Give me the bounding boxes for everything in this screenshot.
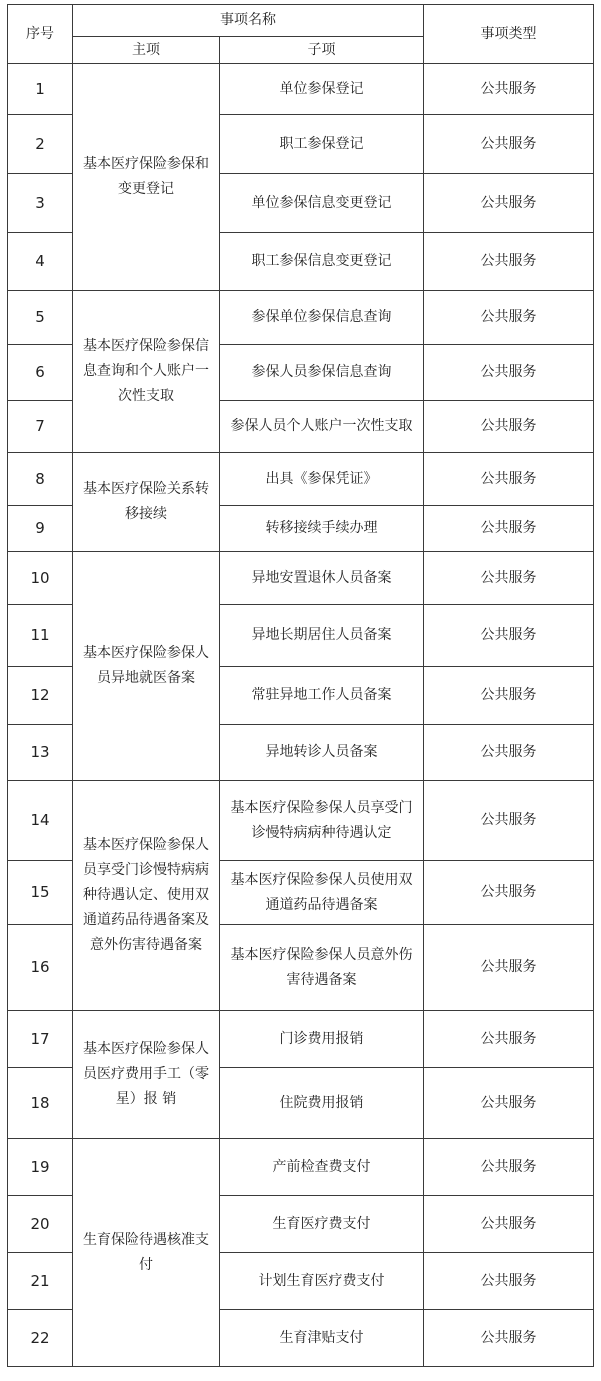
sub-item-cell: 职工参保信息变更登记 xyxy=(220,233,424,291)
row-number: 20 xyxy=(8,1196,73,1253)
item-type-cell: 公共服务 xyxy=(424,925,594,1011)
sub-item-cell: 参保人员参保信息查询 xyxy=(220,345,424,401)
sub-item-cell: 基本医疗保险参保人员意外伤害待遇备案 xyxy=(220,925,424,1011)
header-seq: 序号 xyxy=(8,5,73,64)
main-item-cell: 基本医疗保险关系转移接续 xyxy=(73,453,220,552)
row-number: 16 xyxy=(8,925,73,1011)
sub-item-cell: 基本医疗保险参保人员使用双通道药品待遇备案 xyxy=(220,861,424,925)
main-item-cell: 基本医疗保险参保和变更登记 xyxy=(73,64,220,291)
header-item-name: 事项名称 xyxy=(73,5,424,37)
sub-item-cell: 职工参保登记 xyxy=(220,115,424,174)
row-number: 11 xyxy=(8,605,73,667)
item-type-cell: 公共服务 xyxy=(424,605,594,667)
header-item-type: 事项类型 xyxy=(424,5,594,64)
item-type-cell: 公共服务 xyxy=(424,1310,594,1367)
row-number: 17 xyxy=(8,1011,73,1068)
table-row xyxy=(8,1011,594,1068)
sub-item-cell: 基本医疗保险参保人员享受门诊慢特病病种待遇认定 xyxy=(220,781,424,861)
item-type-cell: 公共服务 xyxy=(424,233,594,291)
item-type-cell: 公共服务 xyxy=(424,667,594,725)
main-item-cell: 生育保险待遇核准支付 xyxy=(73,1139,220,1367)
item-type-cell: 公共服务 xyxy=(424,725,594,781)
item-type-cell: 公共服务 xyxy=(424,115,594,174)
row-number: 10 xyxy=(8,552,73,605)
sub-item-cell: 参保人员个人账户一次性支取 xyxy=(220,401,424,453)
item-type-cell: 公共服务 xyxy=(424,345,594,401)
row-number: 8 xyxy=(8,453,73,506)
item-type-cell: 公共服务 xyxy=(424,1139,594,1196)
main-item-cell: 基本医疗保险参保人员医疗费用手工（零星）报 销 xyxy=(73,1011,220,1139)
row-number: 3 xyxy=(8,174,73,233)
sub-item-cell: 住院费用报销 xyxy=(220,1068,424,1139)
row-number: 4 xyxy=(8,233,73,291)
sub-item-cell: 产前检查费支付 xyxy=(220,1139,424,1196)
row-number: 14 xyxy=(8,781,73,861)
item-type-cell: 公共服务 xyxy=(424,1011,594,1068)
item-type-cell: 公共服务 xyxy=(424,1253,594,1310)
sub-item-cell: 转移接续手续办理 xyxy=(220,506,424,552)
row-number: 2 xyxy=(8,115,73,174)
item-type-cell: 公共服务 xyxy=(424,552,594,605)
sub-item-cell: 异地转诊人员备案 xyxy=(220,725,424,781)
row-number: 19 xyxy=(8,1139,73,1196)
item-type-cell: 公共服务 xyxy=(424,506,594,552)
item-type-cell: 公共服务 xyxy=(424,64,594,115)
sub-item-cell: 单位参保信息变更登记 xyxy=(220,174,424,233)
sub-item-cell: 生育津贴支付 xyxy=(220,1310,424,1367)
item-type-cell: 公共服务 xyxy=(424,1196,594,1253)
table-row xyxy=(8,64,594,115)
item-type-cell: 公共服务 xyxy=(424,781,594,861)
item-type-cell: 公共服务 xyxy=(424,291,594,345)
row-number: 6 xyxy=(8,345,73,401)
item-type-cell: 公共服务 xyxy=(424,453,594,506)
row-number: 18 xyxy=(8,1068,73,1139)
table-row xyxy=(8,552,594,605)
sub-item-cell: 计划生育医疗费支付 xyxy=(220,1253,424,1310)
item-type-cell: 公共服务 xyxy=(424,861,594,925)
sub-item-cell: 出具《参保凭证》 xyxy=(220,453,424,506)
table-row xyxy=(8,781,594,861)
sub-item-cell: 单位参保登记 xyxy=(220,64,424,115)
table-row xyxy=(8,1139,594,1196)
table-body xyxy=(8,5,594,1367)
row-number: 5 xyxy=(8,291,73,345)
table-row xyxy=(8,291,594,345)
header-main-item: 主项 xyxy=(73,37,220,64)
sub-item-cell: 门诊费用报销 xyxy=(220,1011,424,1068)
sub-item-cell: 异地安置退休人员备案 xyxy=(220,552,424,605)
item-type-cell: 公共服务 xyxy=(424,174,594,233)
item-type-cell: 公共服务 xyxy=(424,401,594,453)
sub-item-cell: 常驻异地工作人员备案 xyxy=(220,667,424,725)
main-item-cell: 基本医疗保险参保信息查询和个人账户一次性支取 xyxy=(73,291,220,453)
table-row xyxy=(8,453,594,506)
row-number: 21 xyxy=(8,1253,73,1310)
sub-item-cell: 异地长期居住人员备案 xyxy=(220,605,424,667)
sub-item-cell: 生育医疗费支付 xyxy=(220,1196,424,1253)
header-sub-item: 子项 xyxy=(220,37,424,64)
header-row xyxy=(8,5,594,37)
row-number: 9 xyxy=(8,506,73,552)
row-number: 12 xyxy=(8,667,73,725)
row-number: 1 xyxy=(8,64,73,115)
row-number: 15 xyxy=(8,861,73,925)
row-number: 22 xyxy=(8,1310,73,1367)
sub-item-cell: 参保单位参保信息查询 xyxy=(220,291,424,345)
main-item-cell: 基本医疗保险参保人员异地就医备案 xyxy=(73,552,220,781)
service-items-table xyxy=(7,4,594,1367)
row-number: 13 xyxy=(8,725,73,781)
item-type-cell: 公共服务 xyxy=(424,1068,594,1139)
main-item-cell: 基本医疗保险参保人员享受门诊慢特病病种待遇认定、使用双通道药品待遇备案及意外伤害待遇备案 xyxy=(73,781,220,1011)
row-number: 7 xyxy=(8,401,73,453)
